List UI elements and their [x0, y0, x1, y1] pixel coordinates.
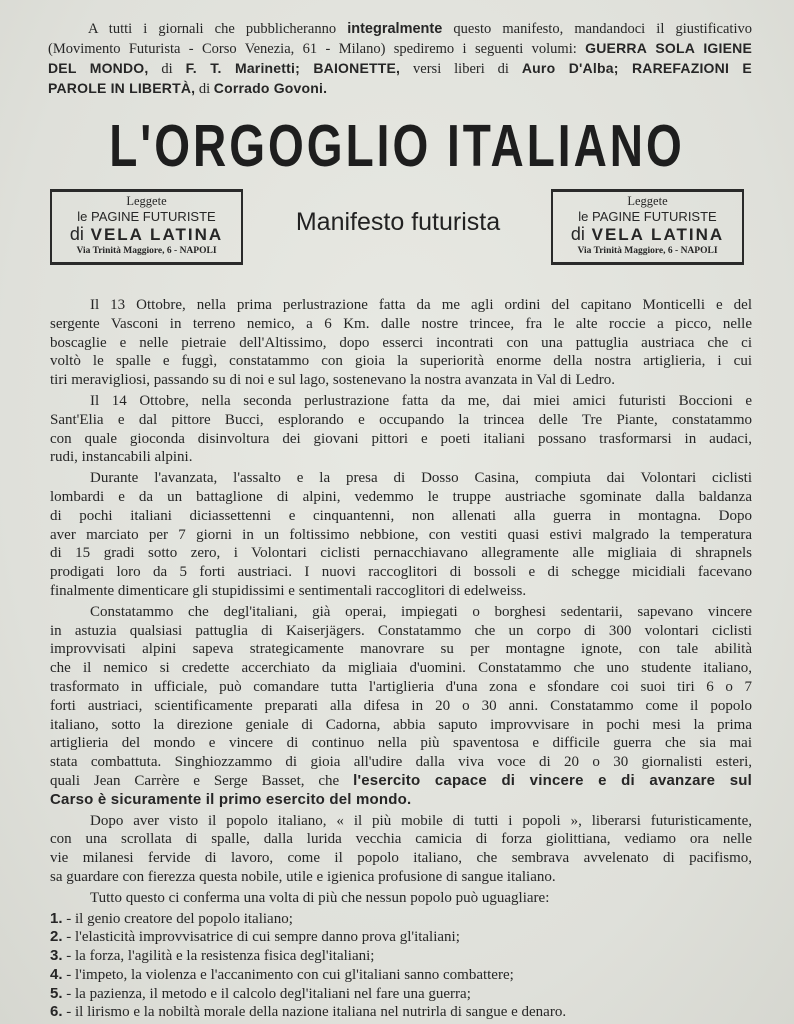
- text-line: [50, 812, 752, 831]
- list-text: - il genio creatore del popolo italiano;: [62, 910, 293, 927]
- text-line: [50, 868, 752, 887]
- bold-text-segment: Auro D'Alba; RAREFAZIONI E: [521, 60, 752, 76]
- text-line: [50, 772, 752, 791]
- text-line: [50, 640, 752, 659]
- ad-box-right: [551, 189, 744, 265]
- list-text: - la forza, l'agilità e la resistenza fisica degl'italiani;: [62, 948, 375, 965]
- text-line: [50, 448, 752, 467]
- text-line: [50, 678, 752, 697]
- text-segment: prodigati loro da 5 forti austriaci. I nuovi raccoglitori di bossoli e di schegge micidiali facevano: [50, 564, 752, 581]
- text-segment: in astuzia qualsiasi pattuglia di Kaiserjägers. Constatammo che un corpo di 300 volontari ciclisti: [50, 622, 752, 639]
- bold-text-segment: PAROLE IN LIBERTÀ,: [48, 80, 196, 96]
- text-segment: lombardi e da un battaglione di alpini, vedemmo le truppe austriache sgominate dalla baldanza: [50, 488, 752, 505]
- bold-text-segment: integralmente: [347, 21, 443, 37]
- ad-leggete: Leggete: [627, 194, 668, 208]
- text-line: [50, 507, 752, 526]
- text-segment: Durante l'avanzata, l'assalto e la presa di Dosso Casina, compiuta dai Volontari ciclisti: [90, 470, 752, 487]
- text-line: [50, 544, 752, 563]
- text-line: [50, 734, 752, 753]
- paragraph: [50, 812, 752, 887]
- paragraph: [50, 296, 752, 390]
- text-line: [48, 59, 752, 79]
- list-item: [50, 966, 752, 985]
- ad-vela-latina: [52, 224, 241, 245]
- text-line: [50, 563, 752, 582]
- text-line: [50, 352, 752, 371]
- list-item: [50, 928, 752, 947]
- text-line: [50, 334, 752, 353]
- text-line: [50, 582, 752, 601]
- list-text: - il lirismo e la nobiltà morale della nazione italiana nel nutrirla di sangue e denaro.: [62, 1004, 567, 1021]
- text-line: [48, 79, 752, 99]
- text-line: [50, 753, 752, 772]
- bold-text-segment: GUERRA SOLA IGIENE: [585, 40, 752, 56]
- ad-name: VELA LATINA: [591, 225, 725, 244]
- ad-box-left: [50, 189, 243, 265]
- ad-di: di: [570, 224, 585, 244]
- subtitle: Manifesto futurista: [295, 208, 501, 236]
- text-line: [50, 659, 752, 678]
- headline: L'ORGOGLIO ITALIANO: [109, 111, 685, 179]
- paragraph: [50, 603, 752, 810]
- text-segment: di: [148, 61, 186, 77]
- text-line: [50, 411, 752, 430]
- text-line: [50, 603, 752, 622]
- list-item: [50, 947, 752, 966]
- text-segment: che il nemico si credette accerchiato da migliaia d'uomini. Constatammo che uno studente italiano,: [50, 660, 752, 677]
- ad-di: di: [69, 224, 84, 244]
- manifesto-body: [50, 296, 752, 1022]
- list-number: 1.: [50, 909, 63, 927]
- list-item: [50, 1003, 752, 1022]
- text-segment: Constatammo che degl'italiani, già operai, impiegati o borghesi sedentarii, sapevano vincere: [90, 603, 752, 620]
- text-segment: di: [195, 81, 214, 97]
- list-item: [50, 985, 752, 1004]
- list-number: 5.: [50, 984, 63, 1002]
- list-number: 2.: [50, 928, 63, 946]
- text-segment: forti austriaci, scientificamente preparati alla difesa in 20 o 30 anni. Constatammo come il popolo: [50, 697, 752, 714]
- bold-text-segment: F. T. Marinetti; BAIONETTE,: [185, 60, 401, 76]
- text-segment: vie milanesi fervide di lavoro, come il popolo italiano, che sembrava avvelenato di pacifismo,: [50, 850, 752, 867]
- text-segment: di 15 gradi sotto zero, i Volontari ciclisti pernacchiavano allegramente alle migliaia di shrapnels: [50, 545, 752, 562]
- list-number: 3.: [50, 947, 63, 965]
- list-text: - l'elasticità improvvisatrice di cui sempre danno prova gl'italiani;: [62, 929, 460, 946]
- text-segment: con una scrollata di spalle, dalla lurida vecchia camicia di forza giolittiana, vediamo ora nelle: [50, 831, 752, 848]
- bold-text-segment: Carso è sicuramente il primo esercito del mondo.: [50, 790, 412, 808]
- list-number: 4.: [50, 965, 63, 983]
- text-segment: con quale gioconda disinvoltura dei giovani pittori e poeti italiani possano trasformarsi in audaci,: [50, 430, 752, 447]
- text-line: [50, 488, 752, 507]
- bold-text-segment: l'esercito capace di vincere e di avanzare sul: [353, 771, 752, 789]
- ad-leggete: Leggete: [126, 194, 167, 208]
- text-line: [50, 889, 752, 908]
- paragraph: [50, 469, 752, 601]
- ad-pagine-futuriste: le PAGINE FUTURISTE: [77, 209, 216, 224]
- text-segment: finalmente dimenticare gli stupidissimi e sentimentali raccoglitori di edelweiss.: [50, 582, 527, 599]
- paragraph: [50, 889, 752, 908]
- bold-text-segment: Corrado Govoni.: [213, 80, 328, 96]
- text-segment: stata combattuta. Singhiozzammo di gioia all'udire dalla viva voce di 20 o 30 giornalisti esteri,: [50, 754, 752, 771]
- list-text: - la pazienza, il metodo e il calcolo degl'italiani nel fare una guerra;: [62, 985, 471, 1002]
- text-segment: artiglieria del mondo e vincere di continuo nella più spaventosa e difficile guerra che sia mai: [50, 735, 752, 752]
- text-line: [50, 469, 752, 488]
- text-line: [50, 296, 752, 315]
- text-segment: Dopo aver visto il popolo italiano, « il più mobile di tutti i popoli », liberarsi futuristicamente,: [90, 812, 752, 829]
- text-segment: boscaglie e nelle pietraie dell'Altissimo, dopo esserci incontrati con una pattuglia austriaca che ci: [50, 334, 752, 351]
- text-line: [50, 697, 752, 716]
- text-segment: questo manifesto, mandandoci il giustificativo: [442, 21, 752, 37]
- text-line: [48, 39, 752, 59]
- text-segment: di pochi italiani diciassettenni e cinquantenni, non allenati alla guerra in montagna. Dopo: [50, 507, 752, 524]
- text-line: [50, 371, 752, 390]
- ad-address: Via Trinità Maggiore, 6 - NAPOLI: [577, 246, 718, 256]
- text-segment: improvvisati alpini sapeva strategicamente manovrare su per montagne ignote, con tale abilità: [50, 641, 752, 658]
- list-text: - l'impeto, la violenza e l'accanimento con cui gl'italiani sanno combattere;: [62, 966, 514, 983]
- text-segment: Il 14 Ottobre, nella seconda perlustrazione fatta da me, dai miei amici futuristi Boccioni e: [90, 392, 752, 409]
- text-segment: sergente Vasconi in terreno nemico, a 6 Km. dalle nostre trincee, fra le alte roccie a picco, nelle: [50, 315, 752, 332]
- text-line: [50, 830, 752, 849]
- text-line: [50, 622, 752, 641]
- intro-notice: [48, 20, 752, 99]
- text-segment: Tutto questo ci conferma una volta di più che nessun popolo può uguagliare:: [90, 889, 550, 906]
- text-line: [50, 849, 752, 868]
- text-line: [48, 20, 752, 39]
- text-line: [50, 526, 752, 545]
- conclusion-list: [50, 910, 752, 1023]
- text-segment: rudi, instancabili alpini.: [50, 449, 193, 466]
- text-segment: tiri meravigliosi, passando su di noi e sul lago, sostenevano la nostra avanzata in Val di Ledro.: [50, 372, 616, 389]
- ad-pagine-futuriste: le PAGINE FUTURISTE: [578, 209, 717, 224]
- text-segment: versi liberi di: [400, 61, 522, 77]
- text-segment: quali Jean Carrère e Serge Basset, che: [50, 772, 354, 789]
- text-line: [50, 315, 752, 334]
- text-line: [50, 791, 752, 810]
- paragraph: [50, 392, 752, 467]
- text-segment: voltò le spalle e fuggì, constatammo con gioia la superiorità enorme della nostra artiglieria, i cui: [50, 353, 752, 370]
- list-number: 6.: [50, 1003, 63, 1021]
- text-segment: aver marciato per 7 giorni in un foltissimo nebbione, con vestiti quasi estivi malgrado la temperatura: [50, 526, 752, 543]
- text-segment: Il 13 Ottobre, nella prima perlustrazione fatta da me agli ordini del capitano Monticelli e del: [90, 297, 752, 313]
- text-segment: trasformato in ufficiale, può comandare tutta l'artiglieria d'una zona e sfondare coi suoi tiri 6 o 7: [50, 678, 752, 695]
- text-line: [50, 716, 752, 735]
- list-item: [50, 910, 752, 929]
- text-segment: Sant'Elia e dal pittore Bucci, esplorando e occupando la trincea delle Tre Piante, constatammo: [50, 411, 752, 428]
- ad-address: Via Trinità Maggiore, 6 - NAPOLI: [76, 246, 217, 256]
- text-segment: sa guardare con fierezza questa nobile, utile e igienica profusione di sangue italiano.: [50, 868, 556, 885]
- text-line: [50, 392, 752, 411]
- bold-text-segment: DEL MONDO,: [48, 60, 149, 76]
- ad-vela-latina: [553, 224, 742, 245]
- ad-name: VELA LATINA: [90, 225, 224, 244]
- text-segment: (Movimento Futurista - Corso Venezia, 61 - Milano) spediremo i seguenti volumi:: [48, 41, 586, 57]
- text-segment: italiano, sotto la direzione geniale di Cadorna, abbia saputo improvvisare in pochi mesi la prima: [50, 716, 752, 733]
- text-segment: A tutti i giornali che pubblicheranno: [88, 21, 348, 37]
- text-line: [50, 430, 752, 449]
